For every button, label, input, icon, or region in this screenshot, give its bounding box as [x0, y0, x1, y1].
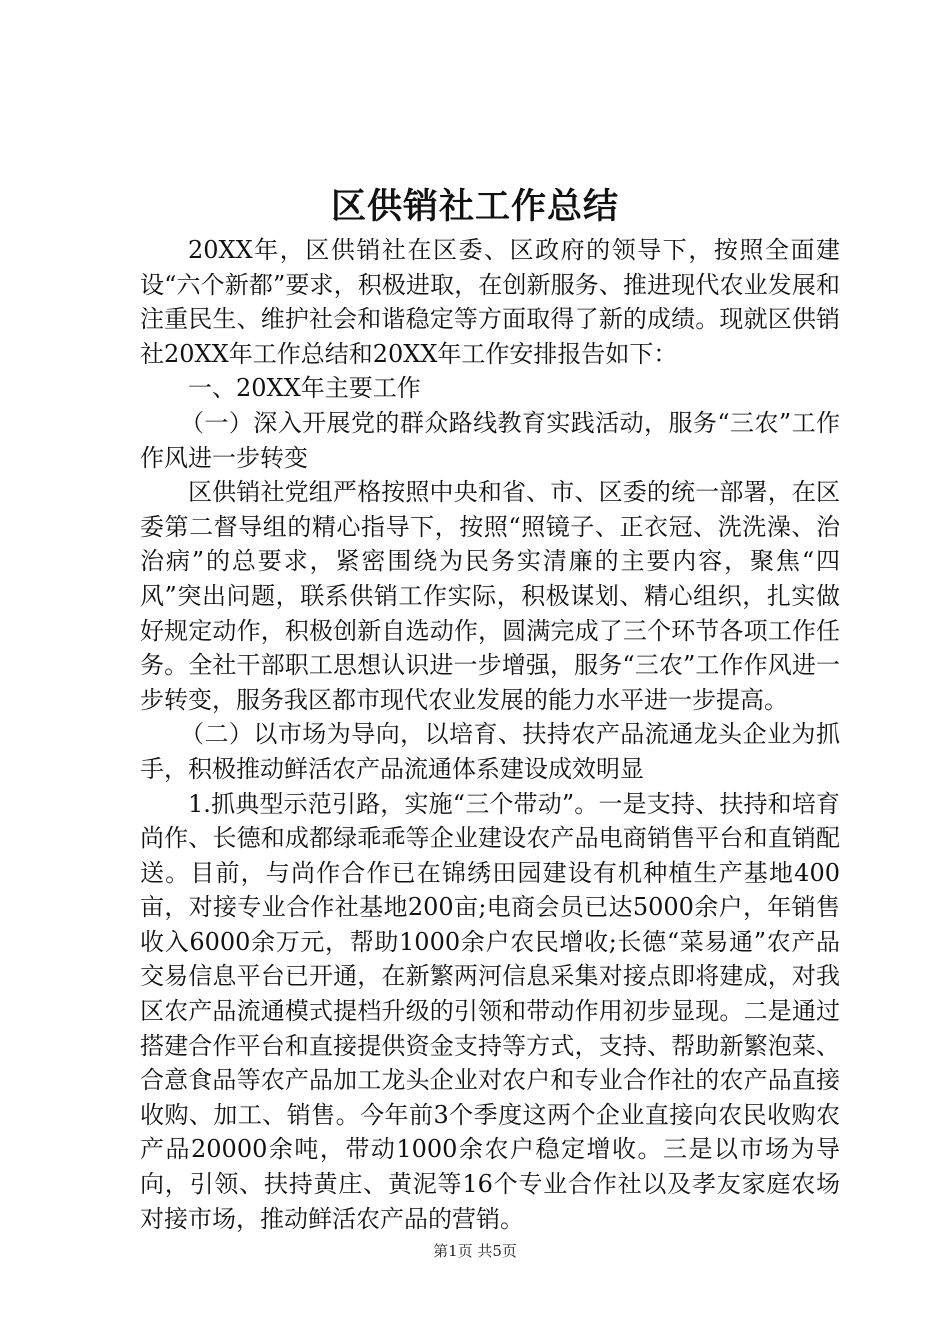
- intro-paragraph: 20XX年，区供销社在区委、区政府的领导下，按照全面建设“六个新都”要求，积极进取，在创新服务、推进现代农业发展和注重民生、维护社会和谐稳定等方面取得了新的成绩。现就区供销社20XX年工作总结和20XX年工作安排报告如下：: [140, 236, 840, 368]
- subsection-heading-2: （二）以市场为导向，以培育、扶持农产品流通龙头企业为抓手，积极推动鲜活农产品流通体系建设成效明显: [140, 720, 840, 783]
- page-footer: 第1页 共5页: [433, 1242, 517, 1260]
- document-title: 区供销社工作总结: [330, 186, 619, 227]
- document-body: [140, 233, 840, 1236]
- section-heading: 一、20XX年主要工作: [188, 374, 421, 403]
- subsection-heading-1: （一）深入开展党的群众路线教育实践活动，服务“三农”工作作风进一步转变: [140, 408, 840, 472]
- body-paragraph: 区供销社党组严格按照中央和省、市、区委的统一部署，在区委第二督导组的精心指导下，按照“照镜子、正衣冠、洗洗澡、治治病”的总要求，紧密围绕为民务实清廉的主要内容，聚焦“四风”突出问题，联系供销工作实际，积极谋划、精心组织，扎实做好规定动作，积极创新自选动作，圆满完成了三个环节各项工作任务。全社干部职工思想认识进一步增强，服务“三农”工作作风进一步转变，服务我区都市现代农业发展的能力水平进一步提高。: [140, 478, 840, 714]
- body-paragraph: 1.抓典型示范引路，实施“三个带动”。一是支持、扶持和培育尚作、长德和成都绿乖乖等企业建设农产品电商销售平台和直销配送。目前，与尚作合作已在锦绣田园建设有机种植生产基地400亩，对接专业合作社基地200亩;电商会员已达5000余户，年销售收入6000余万元，帮助1000余户农民增收;长德“菜易通”农产品交易信息平台已开通，在新繁两河信息采集对接点即将建成，对我区农产品流通模式提档升级的引领和带动作用初步显现。二是通过搭建合作平台和直接提供资金支持等方式，支持、帮助新繁泡菜、合意食品等农产品加工龙头企业对农户和专业合作社的农产品直接收购、加工、销售。今年前3个季度这两个企业直接向农民收购农产品20000余吨，带动1000余农户稳定增收。三是以市场为导向，引领、扶持黄庄、黄泥等16个专业合作社以及孝友家庭农场对接市场，推动鲜活农产品的营销。: [140, 789, 840, 1233]
